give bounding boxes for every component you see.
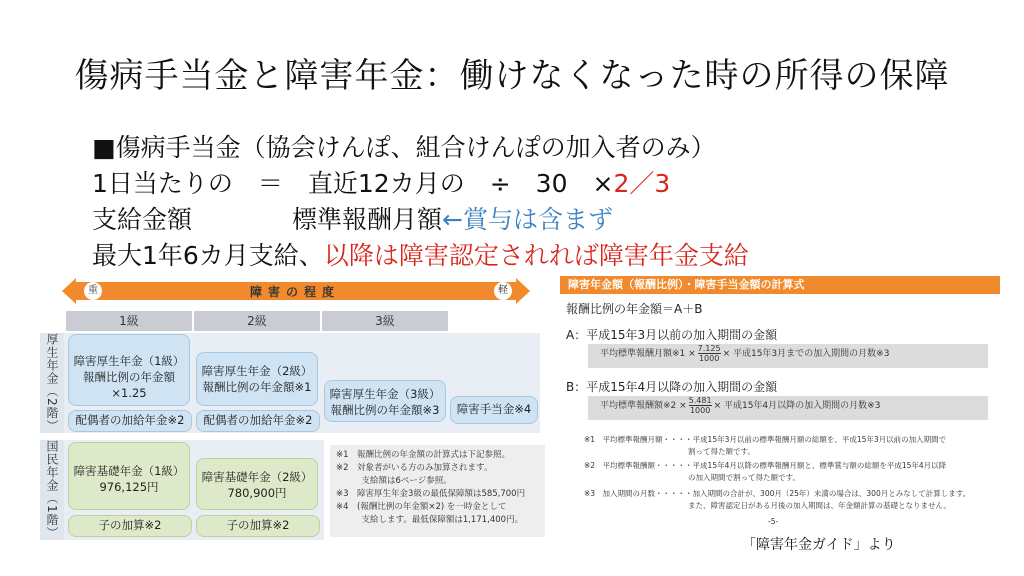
child-addition-1: 子の加算※2 — [68, 515, 192, 537]
line-base — [92, 200, 613, 236]
kosei-grade2-sub: 報酬比例の年金額※1 — [202, 380, 312, 394]
severity-label: 障害の程度 — [249, 285, 340, 299]
formula-note-1 — [584, 434, 1004, 458]
disability-note: 以降は障害認定されれば障害年金支給 — [323, 241, 749, 270]
source-citation: 「障害年金ガイド」より — [742, 537, 896, 553]
kiso-grade2-box — [196, 458, 318, 510]
kiso-grade1-title: 障害基礎年金（1級） — [73, 464, 185, 478]
line-duration — [92, 236, 749, 272]
kiso-grade1-amount: 976,125円 — [99, 480, 159, 494]
formula-b-denominator: 1000 — [689, 406, 711, 415]
formula-b-left: 平均標準報酬額※2 × — [600, 401, 687, 411]
formula-a-right: × 平成15年3月までの加入期間の月数※3 — [722, 349, 890, 359]
formula-a-left: 平均標準報酬月額※1 × — [600, 349, 696, 359]
diagram-notes — [330, 445, 545, 537]
kosei-grade1-title: 障害厚生年金（1級） — [73, 354, 185, 368]
duration-text: 最大1年6カ月支給、 — [92, 241, 324, 270]
formula-b-numerator: 5.481 — [688, 396, 712, 405]
heavy-marker: 重 — [84, 282, 102, 300]
formula-note-2 — [584, 460, 1004, 484]
formula-a-label: A：平成15年3月以前の加入期間の金額 — [566, 328, 778, 342]
kiso-grade1-box — [68, 442, 190, 510]
kiso-grade2-amount: 780,900円 — [227, 486, 287, 500]
page-title: 傷病手当金と障害年金：働けなくなった時の所得の保障 — [74, 56, 950, 96]
formula-a-denominator: 1000 — [698, 354, 720, 363]
spouse-addition-1: 配偶者の加給年金※2 — [68, 410, 192, 432]
formula-main: 報酬比例の年金額＝A＋B — [566, 302, 703, 316]
grade-3: 3級 — [322, 311, 448, 331]
note-line: 支給額は6ページ参照。 — [336, 476, 452, 486]
base-text: 支給金額 標準報酬月額 — [92, 205, 443, 234]
line-sickness-allowance: ■傷病手当金（協会けんぽ、組合けんぽの加入者のみ） — [92, 133, 716, 162]
kosei-grade2-title: 障害厚生年金（2級） — [201, 364, 313, 378]
formula-note-1-line1: ※1 平均標準報酬月額・・・・平成15年3月以前の標準報酬月額の総額を、平成15年3月以前の加入期間で — [584, 435, 947, 444]
note-line: ※1 報酬比例の年金額の計算式は下記参照。 — [336, 450, 511, 460]
formula-a-numerator: 7.125 — [697, 344, 721, 353]
grade-2: 2級 — [194, 311, 320, 331]
page-number: -5- — [768, 517, 779, 526]
kosei-grade2-box — [196, 352, 318, 406]
kiso-grade2-title: 障害基礎年金（2級） — [201, 470, 313, 484]
note-line: ※4 (報酬比例の年金額×2) を一時金として — [336, 502, 507, 512]
formula-note-2-line2: の加入期間で割って得た額です。 — [688, 473, 800, 482]
formula-note-2-line1: ※2 平均標準報酬額・・・・・平成15年4月以降の標準報酬月額と、標準賞与額の総額を平成15年4月以降 — [584, 461, 947, 470]
kosei-grade3-box — [324, 380, 446, 422]
formula-note-3-line1: ※3 加入期間の月数・・・・・加入期間の合計が、300月（25年）未満の場合は、300月とみなして計算します。 — [584, 489, 971, 498]
formula-text: 1日当たりの ＝ 直近12カ月の ÷ 30 × — [92, 169, 614, 198]
kosei-grade1-box — [68, 334, 190, 406]
formula-note-3-line2: また、障害認定日がある月後の加入期間は、年金額計算の基礎となりません。 — [688, 501, 951, 510]
formula-b-bar — [588, 396, 988, 420]
child-addition-2: 子の加算※2 — [196, 515, 320, 537]
note-line: ※2 対象者がいる方のみ加算されます。 — [336, 463, 493, 473]
formula-b-label: B：平成15年4月以降の加入期間の金額 — [566, 380, 778, 394]
disability-allowance-box: 障害手当金※4 — [450, 396, 538, 424]
bonus-note: ←賞与は含まず — [442, 205, 613, 234]
formula-header: 障害年金額（報酬比例）・障害手当金額の計算式 — [560, 276, 1000, 294]
kosei-grade1-sub: 報酬比例の年金額×1.25 — [83, 370, 175, 400]
formula-note-3 — [584, 488, 1004, 512]
kosei-grade3-sub: 報酬比例の年金額※3 — [330, 403, 440, 417]
formula-a-fraction — [698, 344, 721, 363]
formula-ratio: 2／3 — [613, 169, 671, 198]
formula-b-right: × 平成15年4月以降の加入期間の月数※3 — [713, 401, 881, 411]
note-line: ※3 障害厚生年金3級の最低保障額は585,700円 — [336, 489, 526, 499]
grade-1: 1級 — [66, 311, 192, 331]
spouse-addition-2: 配偶者の加給年金※2 — [196, 410, 320, 432]
kosei-side-label: 厚生年金（2階） — [40, 333, 64, 433]
formula-note-1-line2: 割って得た額です。 — [688, 447, 755, 456]
light-marker: 軽 — [494, 282, 512, 300]
kosei-grade3-title: 障害厚生年金（3級） — [329, 387, 441, 401]
formula-a-bar — [588, 344, 988, 368]
line-formula — [92, 164, 670, 200]
formula-b-fraction — [689, 396, 712, 415]
note-line: 支給します。最低保障額は1,171,400円。 — [336, 515, 524, 525]
kokumin-side-label: 国民年金（1階） — [40, 440, 64, 540]
